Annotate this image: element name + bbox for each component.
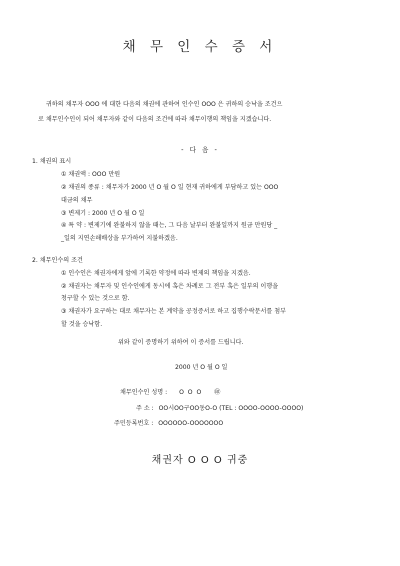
section1-line-6: _일의 지연손해배상을 부가하여 지불하겠음. [61,235,178,242]
intro-line-2: 로 채무인수인이 되어 채무자와 같이 다음의 조건에 따라 채무이행의 책임을 지겠습니다. [38,116,272,123]
signer-address-row [136,405,303,413]
signer-registration-label: 주민등록번호 : [114,420,154,427]
closing-statement: 위와 같이 증명하기 위하여 이 증서를 드립니다. [118,339,244,346]
section2-line-1: ① 인수인은 채권자에게 앞에 기록한 약정에 따라 변제의 책임을 지겠음. [61,270,251,277]
signer-address-label: 주 소 : [136,405,154,412]
section1-heading: 1. 채권의 표시 [32,158,72,165]
signer-name-label: 채무인수인 성명 : [120,389,168,396]
signer-name-value: O O O [179,389,203,396]
section1-line-2: ② 채권의 종류 : 채무자가 2000 년 O 월 O 일 현재 귀하에게 부담하고 있는 OOO [61,184,279,191]
center-heading: - 다 음 - [181,146,219,154]
section1-line-5: ④ 특 약 : 변제기에 완불하지 않을 때는, 그 다음 날부터 완불일까지 원금 만원당 _ [61,222,278,229]
seal-mark: ㊞ [214,389,221,396]
section1-line-3: 대금의 채무 [61,197,93,204]
section2-line-5: 할 것을 승낙함. [61,321,103,328]
addressee: 채권자 O O O 귀중 [151,455,249,466]
section2-heading: 2. 채무인수의 조건 [32,257,83,264]
signer-registration-value: OOOOOO-OOOOOOO [158,420,224,427]
section1-line-1: ① 채권액 : OOO 만원 [61,171,121,178]
intro-line-1: 귀하의 채무자 OOO 에 대한 다음의 채권에 관하여 인수인 OOO 은 귀하의 승낙을 조건으 [46,101,283,108]
document-title: 채 무 인 수 증 서 [122,39,278,55]
section2-line-4: ③ 채권자가 요구하는 대로 채무자는 본 계약을 공정증서로 하고 집행수락문서를 첨부 [61,308,286,315]
signer-registration-row [114,420,223,428]
section2-line-2: ② 채권자는 채무자 및 인수인에게 동시에 혹은 차례로 그 전부 혹은 일부의 이행을 [61,283,279,290]
signer-address-value: OO시OO구OO동O-O (TEL : OOOO-OOOO-OOOO) [158,405,304,412]
document-date: 2000 년 O 월 O 일 [175,364,228,371]
section1-line-4: ③ 변제기 : 2000 년 O 월 O 일 [61,210,145,217]
signer-name-row [120,389,220,397]
section2-line-3: 청구할 수 있는 것으로 함. [61,295,130,302]
